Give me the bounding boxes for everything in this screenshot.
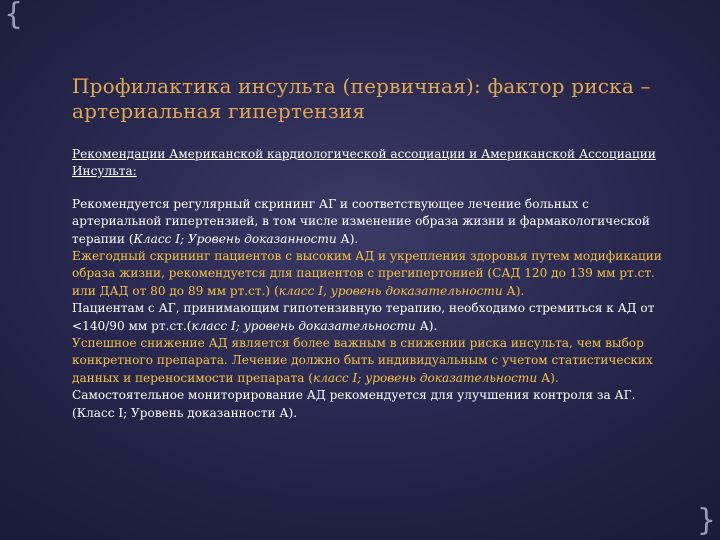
evidence-grade: А). xyxy=(537,370,559,385)
right-brace-decoration: } xyxy=(696,503,716,538)
slide-title: Профилактика инсульта (первичная): фактор риска – артериальная гипертензия xyxy=(72,74,651,123)
subheading: Рекомендации Американской кардиологической ассоциации и Американской Ассоциации Инсульта: xyxy=(72,147,656,179)
paragraph-text: Пациентам с АГ, принимающим гипотензивную терапию, необходимо стремиться к АД от <140/90 мм рт.ст.( xyxy=(72,301,655,333)
slide-content xyxy=(72,146,662,422)
paragraph-text: Ежегодный скрининг пациентов с высоким АД и укрепления здоровья путем модификации образа жизни, рекомендуется для пациентов с прегипертонией (САД 120 до 139 мм рт.ст. или ДАД от 80 до 89 мм рт.ст.) ( xyxy=(72,249,662,298)
paragraph-self-monitoring xyxy=(72,387,662,422)
paragraph-prehypertension xyxy=(72,248,662,300)
paragraph-target-bp xyxy=(72,300,662,335)
evidence-grade: А). xyxy=(415,318,438,333)
evidence-level: Класс I; Уровень доказанности xyxy=(133,231,337,246)
evidence-grade: А). xyxy=(336,231,359,246)
paragraph-bp-reduction xyxy=(72,335,662,387)
paragraph-text: Самостоятельное мониторирование АД рекомендуется для улучшения контроля за АГ. (Класс I; Уровень доказанности А). xyxy=(72,388,636,420)
body-text xyxy=(72,196,662,422)
evidence-level: класс I, уровень доказательности xyxy=(278,283,503,298)
paragraph-screening xyxy=(72,196,662,248)
evidence-grade: А). xyxy=(502,283,525,298)
paragraph-text: Рекомендуется регулярный скрининг АГ и соответствующее лечение больных с артериальной гипертензией, в том числе изменение образа жизни и фармакологической терапии ( xyxy=(72,196,650,246)
left-brace-decoration: { xyxy=(4,0,24,32)
evidence-level: класс I; уровень доказательности xyxy=(312,370,538,385)
paragraph-text: Успешное снижение АД является более важным в снижении риска инсульта, чем выбор конкретного препарата. Лечение должно быть индивидуальным с учетом статистических данных и переносимости препарата ( xyxy=(72,336,653,385)
evidence-level: класс I; уровень доказательности xyxy=(191,318,416,333)
